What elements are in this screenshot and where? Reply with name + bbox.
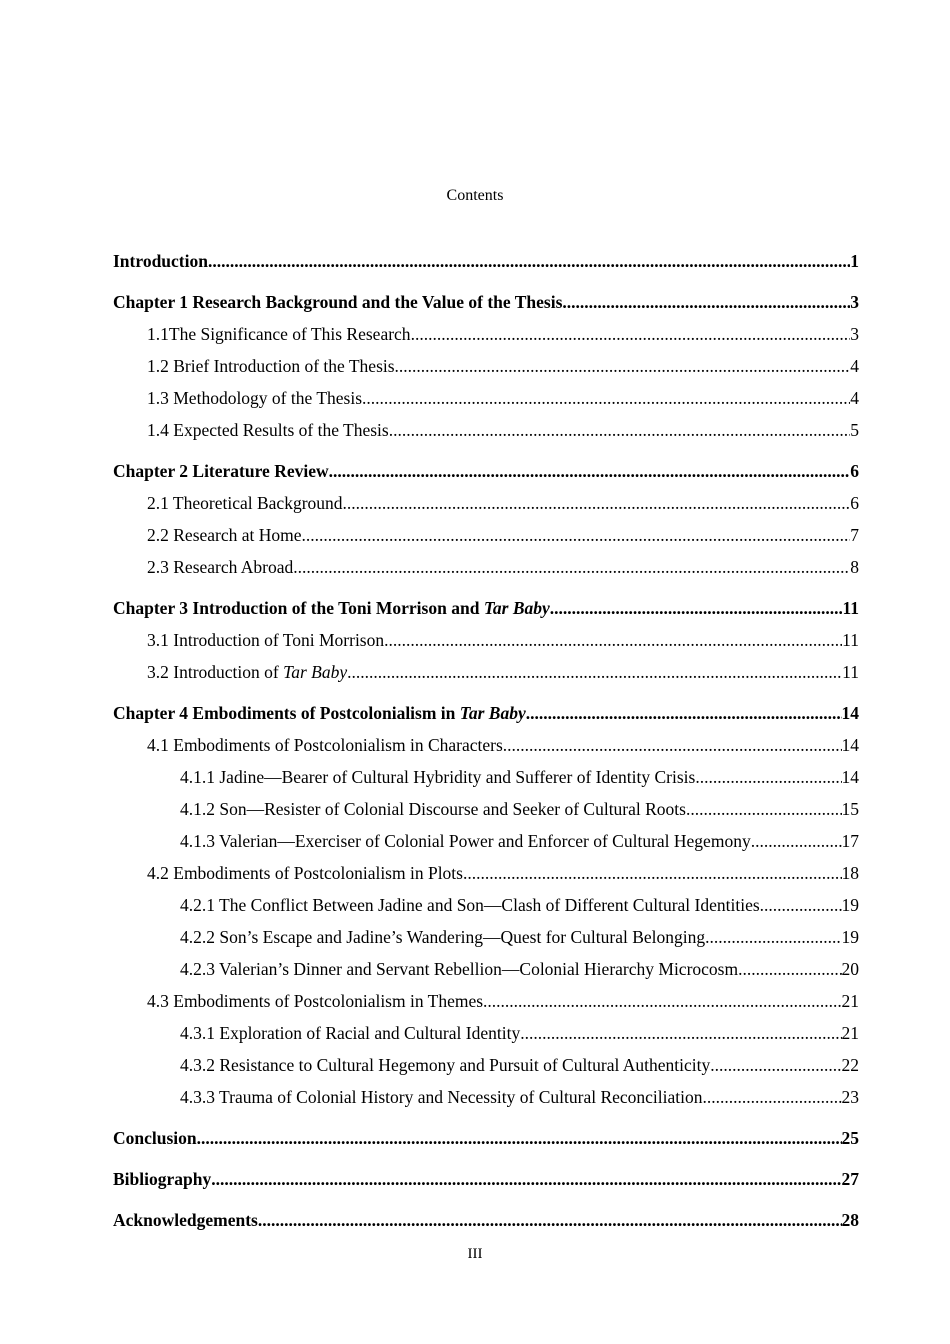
toc-entry-label: 1.3 Methodology of the Thesis xyxy=(147,388,363,408)
toc-entry-page: 14 xyxy=(841,767,859,787)
toc-entry-label: Chapter 1 Research Background and the Value of the Thesis xyxy=(113,292,563,312)
toc-entry[interactable] xyxy=(113,1081,859,1113)
toc-entry-label: Acknowledgements xyxy=(113,1210,258,1230)
toc-entry-page: 4 xyxy=(850,356,859,376)
toc-entry-label: 2.3 Research Abroad xyxy=(147,557,294,577)
toc-entry-label: 4.3.2 Resistance to Cultural Hegemony and Pursuit of Cultural Authenticity xyxy=(180,1055,711,1075)
dot-leader xyxy=(258,1204,842,1236)
toc-entry-label: 4.2.3 Valerian’s Dinner and Servant Rebellion—Colonial Hierarchy Microcosm xyxy=(180,959,739,979)
toc-entry-page: 15 xyxy=(841,799,859,819)
toc-entry[interactable] xyxy=(113,318,859,350)
toc-entry[interactable] xyxy=(113,729,859,761)
toc-entry[interactable] xyxy=(113,1163,859,1195)
dot-leader xyxy=(347,656,842,688)
toc-entry-label: 1.1The Significance of This Research xyxy=(147,324,411,344)
toc-entry-label: 4.1.3 Valerian—Exerciser of Colonial Power and Enforcer of Cultural Hegemony xyxy=(180,831,751,851)
toc-entry-page: 17 xyxy=(841,831,859,851)
toc-entry-label: 4.3.1 Exploration of Racial and Cultural Identity xyxy=(180,1023,521,1043)
dot-leader xyxy=(463,857,842,889)
toc-entry-label: Chapter 3 Introduction of the Toni Morrison and Tar Baby xyxy=(113,598,550,618)
toc-entry[interactable] xyxy=(113,793,859,825)
toc-entry-label: 2.2 Research at Home xyxy=(147,525,302,545)
toc-entry-label: 1.2 Brief Introduction of the Thesis xyxy=(147,356,395,376)
toc-entry[interactable] xyxy=(113,551,859,583)
dot-leader xyxy=(751,825,842,857)
toc-entry[interactable] xyxy=(113,656,859,688)
toc-entry[interactable] xyxy=(113,953,859,985)
toc-entry-page: 22 xyxy=(841,1055,859,1075)
toc-entry-page: 19 xyxy=(841,895,859,915)
toc-entry-label: 4.1.1 Jadine—Bearer of Cultural Hybridity and Sufferer of Identity Crisis xyxy=(180,767,696,787)
toc-entry-label: 1.4 Expected Results of the Thesis xyxy=(147,420,389,440)
toc-entry-page: 28 xyxy=(841,1210,859,1230)
dot-leader xyxy=(362,382,850,414)
toc-entry-page: 3 xyxy=(850,324,859,344)
toc-entry-label: Chapter 2 Literature Review xyxy=(113,461,329,481)
toc-entry-label: 2.1 Theoretical Background xyxy=(147,493,343,513)
toc-entry-label: Conclusion xyxy=(113,1128,197,1148)
dot-leader xyxy=(483,985,841,1017)
toc-entry[interactable] xyxy=(113,985,859,1017)
toc-entry-page: 1 xyxy=(850,251,859,271)
toc-entry[interactable] xyxy=(113,921,859,953)
toc-entry[interactable] xyxy=(113,857,859,889)
toc-entry[interactable] xyxy=(113,1049,859,1081)
toc-entry[interactable] xyxy=(113,1204,859,1236)
page-number: III xyxy=(467,1246,483,1262)
toc-entry-label: 4.1.2 Son—Resister of Colonial Discourse and Seeker of Cultural Roots xyxy=(180,799,686,819)
dot-leader xyxy=(550,592,843,624)
dot-leader xyxy=(302,519,851,551)
dot-leader xyxy=(695,761,841,793)
toc-entry[interactable] xyxy=(113,889,859,921)
toc-entry-page: 3 xyxy=(850,292,859,312)
dot-leader xyxy=(503,729,842,761)
dot-leader xyxy=(710,1049,841,1081)
toc-entry[interactable] xyxy=(113,825,859,857)
toc-entry-page: 19 xyxy=(841,927,859,947)
dot-leader xyxy=(384,624,842,656)
toc-entry-page: 11 xyxy=(842,598,859,618)
toc-entry-italic-title: Tar Baby xyxy=(283,662,348,682)
toc-entry[interactable] xyxy=(113,1122,859,1154)
toc-entry-page: 18 xyxy=(841,863,859,883)
toc-entry[interactable] xyxy=(113,761,859,793)
toc-title: Contents xyxy=(446,187,504,204)
toc-entry-label: 3.1 Introduction of Toni Morrison xyxy=(147,630,385,650)
toc-entry-page: 14 xyxy=(841,703,859,723)
dot-leader xyxy=(738,953,841,985)
toc-entry-label: 4.3 Embodiments of Postcolonialism in Themes xyxy=(147,991,484,1011)
dot-leader xyxy=(526,697,842,729)
toc-entry-page: 8 xyxy=(850,557,859,577)
dot-leader xyxy=(343,487,851,519)
toc-entry-label: 4.2.2 Son’s Escape and Jadine’s Wandering—Quest for Cultural Belonging xyxy=(180,927,706,947)
toc-entry-italic-title: Tar Baby xyxy=(459,703,526,723)
toc-entry[interactable] xyxy=(113,382,859,414)
dot-leader xyxy=(389,414,851,446)
toc-entry-page: 21 xyxy=(841,991,859,1011)
toc-entry[interactable] xyxy=(113,592,859,624)
toc-entry[interactable] xyxy=(113,487,859,519)
toc-entry[interactable] xyxy=(113,624,859,656)
toc-entry[interactable] xyxy=(113,697,859,729)
dot-leader xyxy=(686,793,842,825)
dot-leader xyxy=(703,1081,842,1113)
toc-entry[interactable] xyxy=(113,286,859,318)
dot-leader xyxy=(208,245,850,277)
toc-entry-page: 14 xyxy=(841,735,859,755)
toc-entry-page: 27 xyxy=(841,1169,859,1189)
dot-leader xyxy=(329,455,851,487)
dot-leader xyxy=(211,1163,841,1195)
dot-leader xyxy=(562,286,850,318)
table-of-contents xyxy=(113,245,859,1236)
dot-leader xyxy=(197,1122,842,1154)
dot-leader xyxy=(705,921,841,953)
toc-entry-page: 11 xyxy=(842,630,859,650)
toc-entry-label: Introduction xyxy=(113,251,208,271)
toc-entry-page: 11 xyxy=(842,662,859,682)
toc-entry-label: Chapter 4 Embodiments of Postcolonialism in Tar Baby xyxy=(113,703,526,723)
dot-leader xyxy=(395,350,851,382)
toc-entry-label: Bibliography xyxy=(113,1169,212,1189)
toc-entry-italic-title: Tar Baby xyxy=(483,598,550,618)
toc-entry-label: 4.2.1 The Conflict Between Jadine and Son—Clash of Different Cultural Identities xyxy=(180,895,760,915)
toc-entry-page: 23 xyxy=(841,1087,859,1107)
toc-entry[interactable] xyxy=(113,245,859,277)
toc-entry-page: 5 xyxy=(850,420,859,440)
toc-entry-label: 3.2 Introduction of Tar Baby xyxy=(147,662,348,682)
toc-entry[interactable] xyxy=(113,414,859,446)
toc-entry-page: 6 xyxy=(850,493,859,513)
toc-entry-page: 25 xyxy=(841,1128,859,1148)
toc-entry[interactable] xyxy=(113,350,859,382)
toc-entry-page: 7 xyxy=(850,525,859,545)
toc-entry[interactable] xyxy=(113,455,859,487)
dot-leader xyxy=(760,889,842,921)
toc-entry-page: 4 xyxy=(850,388,859,408)
toc-entry[interactable] xyxy=(113,1017,859,1049)
dot-leader xyxy=(293,551,850,583)
dot-leader xyxy=(411,318,851,350)
toc-entry-label: 4.3.3 Trauma of Colonial History and Necessity of Cultural Reconciliation xyxy=(180,1087,703,1107)
toc-entry-label: 4.2 Embodiments of Postcolonialism in Plots xyxy=(147,863,463,883)
toc-entry-page: 20 xyxy=(841,959,859,979)
toc-entry-page: 6 xyxy=(850,461,859,481)
toc-entry[interactable] xyxy=(113,519,859,551)
dot-leader xyxy=(520,1017,841,1049)
toc-entry-page: 21 xyxy=(841,1023,859,1043)
toc-entry-label: 4.1 Embodiments of Postcolonialism in Characters xyxy=(147,735,503,755)
